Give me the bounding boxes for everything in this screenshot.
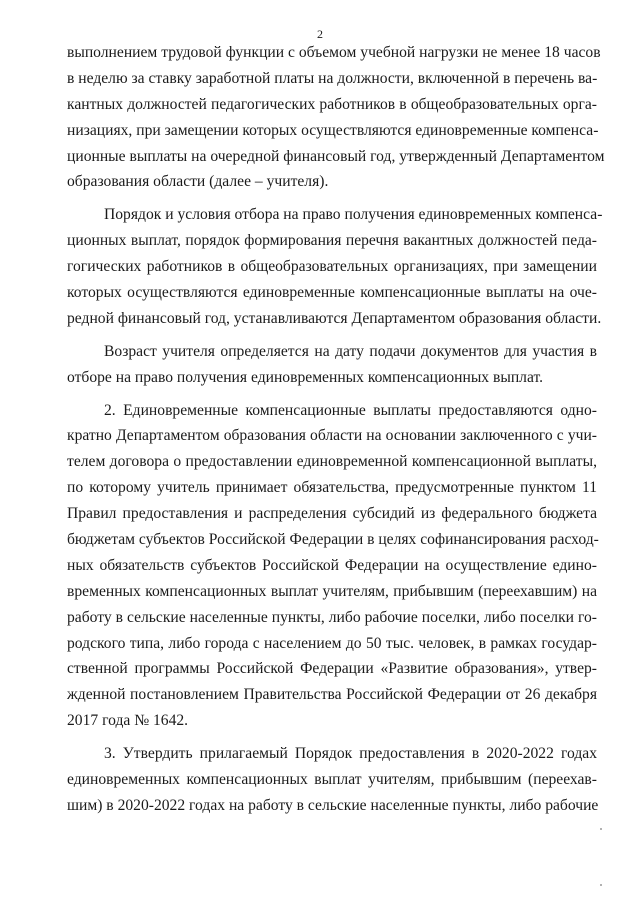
text-line: Порядок и условия отбора на право получения единовременных компенса- (104, 206, 603, 224)
text-line: ционные выплаты на очередной финансовый год, утвержденный Департаментом (67, 147, 605, 165)
text-line: ных обязательств субъектов Российской Федерации на осуществление едино- (67, 556, 597, 574)
scan-artifact (600, 828, 602, 830)
paragraph (67, 398, 597, 735)
text-line: родского типа, либо города с населением до 50 тыс. человек, в рамках государ- (67, 634, 597, 652)
text-line: работу в сельские населенные пункты, либо рабочие поселки, либо поселки го- (67, 608, 597, 626)
text-line: шим) в 2020-2022 годах на работу в сельские населенные пункты, либо рабочие (67, 796, 599, 814)
text-line: в неделю за ставку заработной платы на должности, включенной в перечень ва- (67, 69, 598, 87)
text-line: кантных должностей педагогических работников в общеобразовательных орга- (67, 95, 597, 113)
page-number: 2 (317, 27, 323, 41)
text-line: гогических работников в общеобразовательных организациях, при замещении (67, 258, 597, 276)
paragraph (67, 339, 597, 391)
text-line: образования области (далее – учителя). (67, 173, 329, 191)
paragraph (67, 202, 603, 331)
text-line: низациях, при замещении которых осуществляются единовременные компенса- (67, 121, 599, 139)
text-line: временных компенсационных выплат учителям, прибывшим (переехавшим) на (67, 582, 597, 600)
text-line: ционных выплат, порядок формирования перечня вакантных должностей педа- (67, 232, 597, 250)
text-line: единовременных компенсационных выплат учителям, прибывшим (переехав- (67, 771, 597, 789)
text-line: выполнением трудовой функции с объемом учебной нагрузки не менее 18 часов (67, 44, 601, 61)
paragraph (67, 40, 605, 195)
text-line: по которому учитель принимает обязательства, предусмотренные пунктом 11 (67, 479, 597, 497)
paragraph (67, 741, 597, 819)
text-line: 2. Единовременные компенсационные выплаты предоставляются одно- (104, 401, 597, 419)
document-body (67, 40, 605, 819)
scan-artifact (600, 884, 602, 886)
text-line: ственной программы Российской Федерации «Развитие образования», утвер- (67, 660, 597, 678)
text-line: 2017 года № 1642. (67, 712, 189, 730)
text-line: телем договора о предоставлении единовременной компенсационной выплаты, (67, 453, 597, 471)
text-line: Возраст учителя определяется на дату подачи документов для участия в (104, 342, 597, 360)
text-line: жденной постановлением Правительства Российской Федерации от 26 декабря (67, 686, 597, 704)
text-line: Правил предоставления и распределения субсидий из федерального бюджета (67, 505, 597, 523)
text-line: которых осуществляются единовременные компенсационные выплаты на оче- (67, 284, 597, 302)
text-line: 3. Утвердить прилагаемый Порядок предоставления в 2020-2022 годах (104, 745, 597, 763)
text-line: бюджетам субъектов Российской Федерации в целях софинансирования расход- (67, 531, 599, 549)
text-line: редной финансовый год, устанавливаются Департаментом образования области. (67, 309, 602, 327)
text-line: кратно Департаментом образования области на основании заключенного с учи- (67, 427, 597, 445)
text-line: отборе на право получения единовременных компенсационных выплат. (67, 368, 544, 386)
